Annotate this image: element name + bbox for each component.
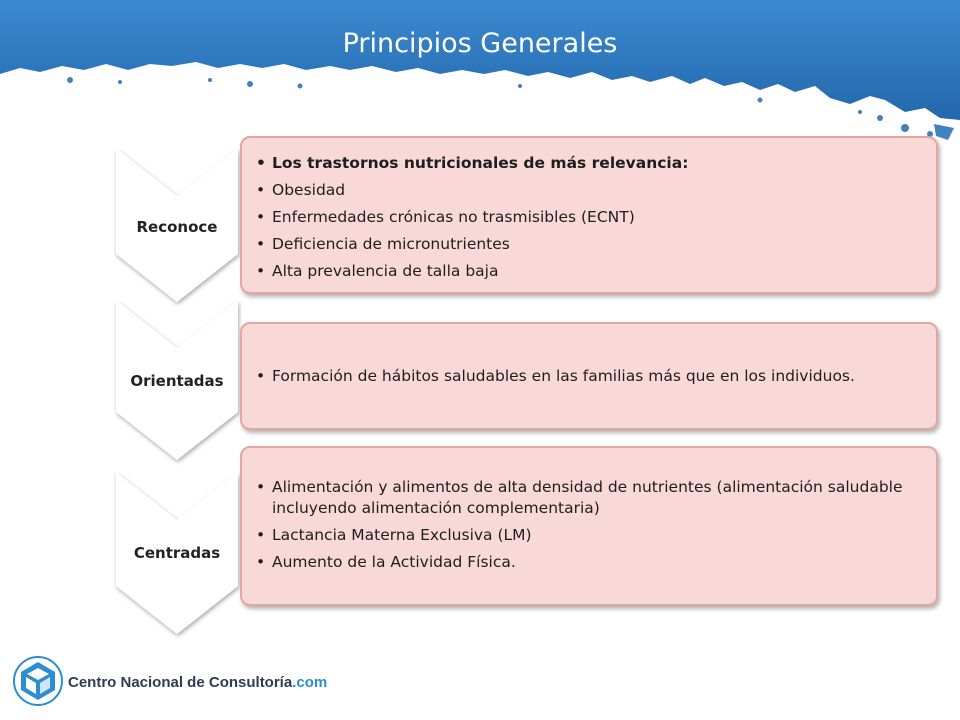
list-item: • Enfermedades crónicas no trasmisibles (ECNT)	[242, 204, 936, 231]
centradas-list	[242, 477, 936, 576]
orientadas-box	[240, 322, 938, 430]
chevron-reconoce	[112, 146, 242, 308]
list-item: • Los trastornos nutricionales de más relevancia:	[242, 150, 936, 177]
footer-brand	[68, 674, 327, 691]
chevron-label: Reconoce	[136, 218, 218, 236]
list-item: • Deficiencia de micronutrientes	[242, 231, 936, 258]
slide-title: Principios Generales	[342, 28, 618, 59]
list-item: • Formación de hábitos saludables en las familias más que en los individuos.	[242, 363, 869, 390]
reconoce-box	[240, 136, 938, 294]
centradas-box	[240, 446, 938, 606]
chevron-centradas	[112, 470, 242, 640]
list-item: • Obesidad	[242, 177, 936, 204]
list-item: • Aumento de la Actividad Física.	[242, 549, 936, 576]
brand-main: Centro Nacional de Consultoría	[68, 674, 293, 691]
cube-logo-icon	[13, 656, 63, 706]
header-background	[0, 0, 960, 150]
reconoce-list	[242, 150, 936, 285]
chevron-orientadas	[112, 298, 242, 466]
orientadas-list	[242, 363, 869, 390]
chevron-label: Centradas	[133, 544, 221, 562]
list-item: • Alimentación y alimentos de alta densidad de nutrientes (alimentación saludable incluyendo alimentación complementaria)	[242, 477, 936, 519]
list-item: • Alta prevalencia de talla baja	[242, 258, 936, 285]
list-item: • Lactancia Materna Exclusiva (LM)	[242, 522, 936, 549]
chevron-label: Orientadas	[130, 372, 224, 390]
brand-suffix: .com	[292, 674, 328, 691]
